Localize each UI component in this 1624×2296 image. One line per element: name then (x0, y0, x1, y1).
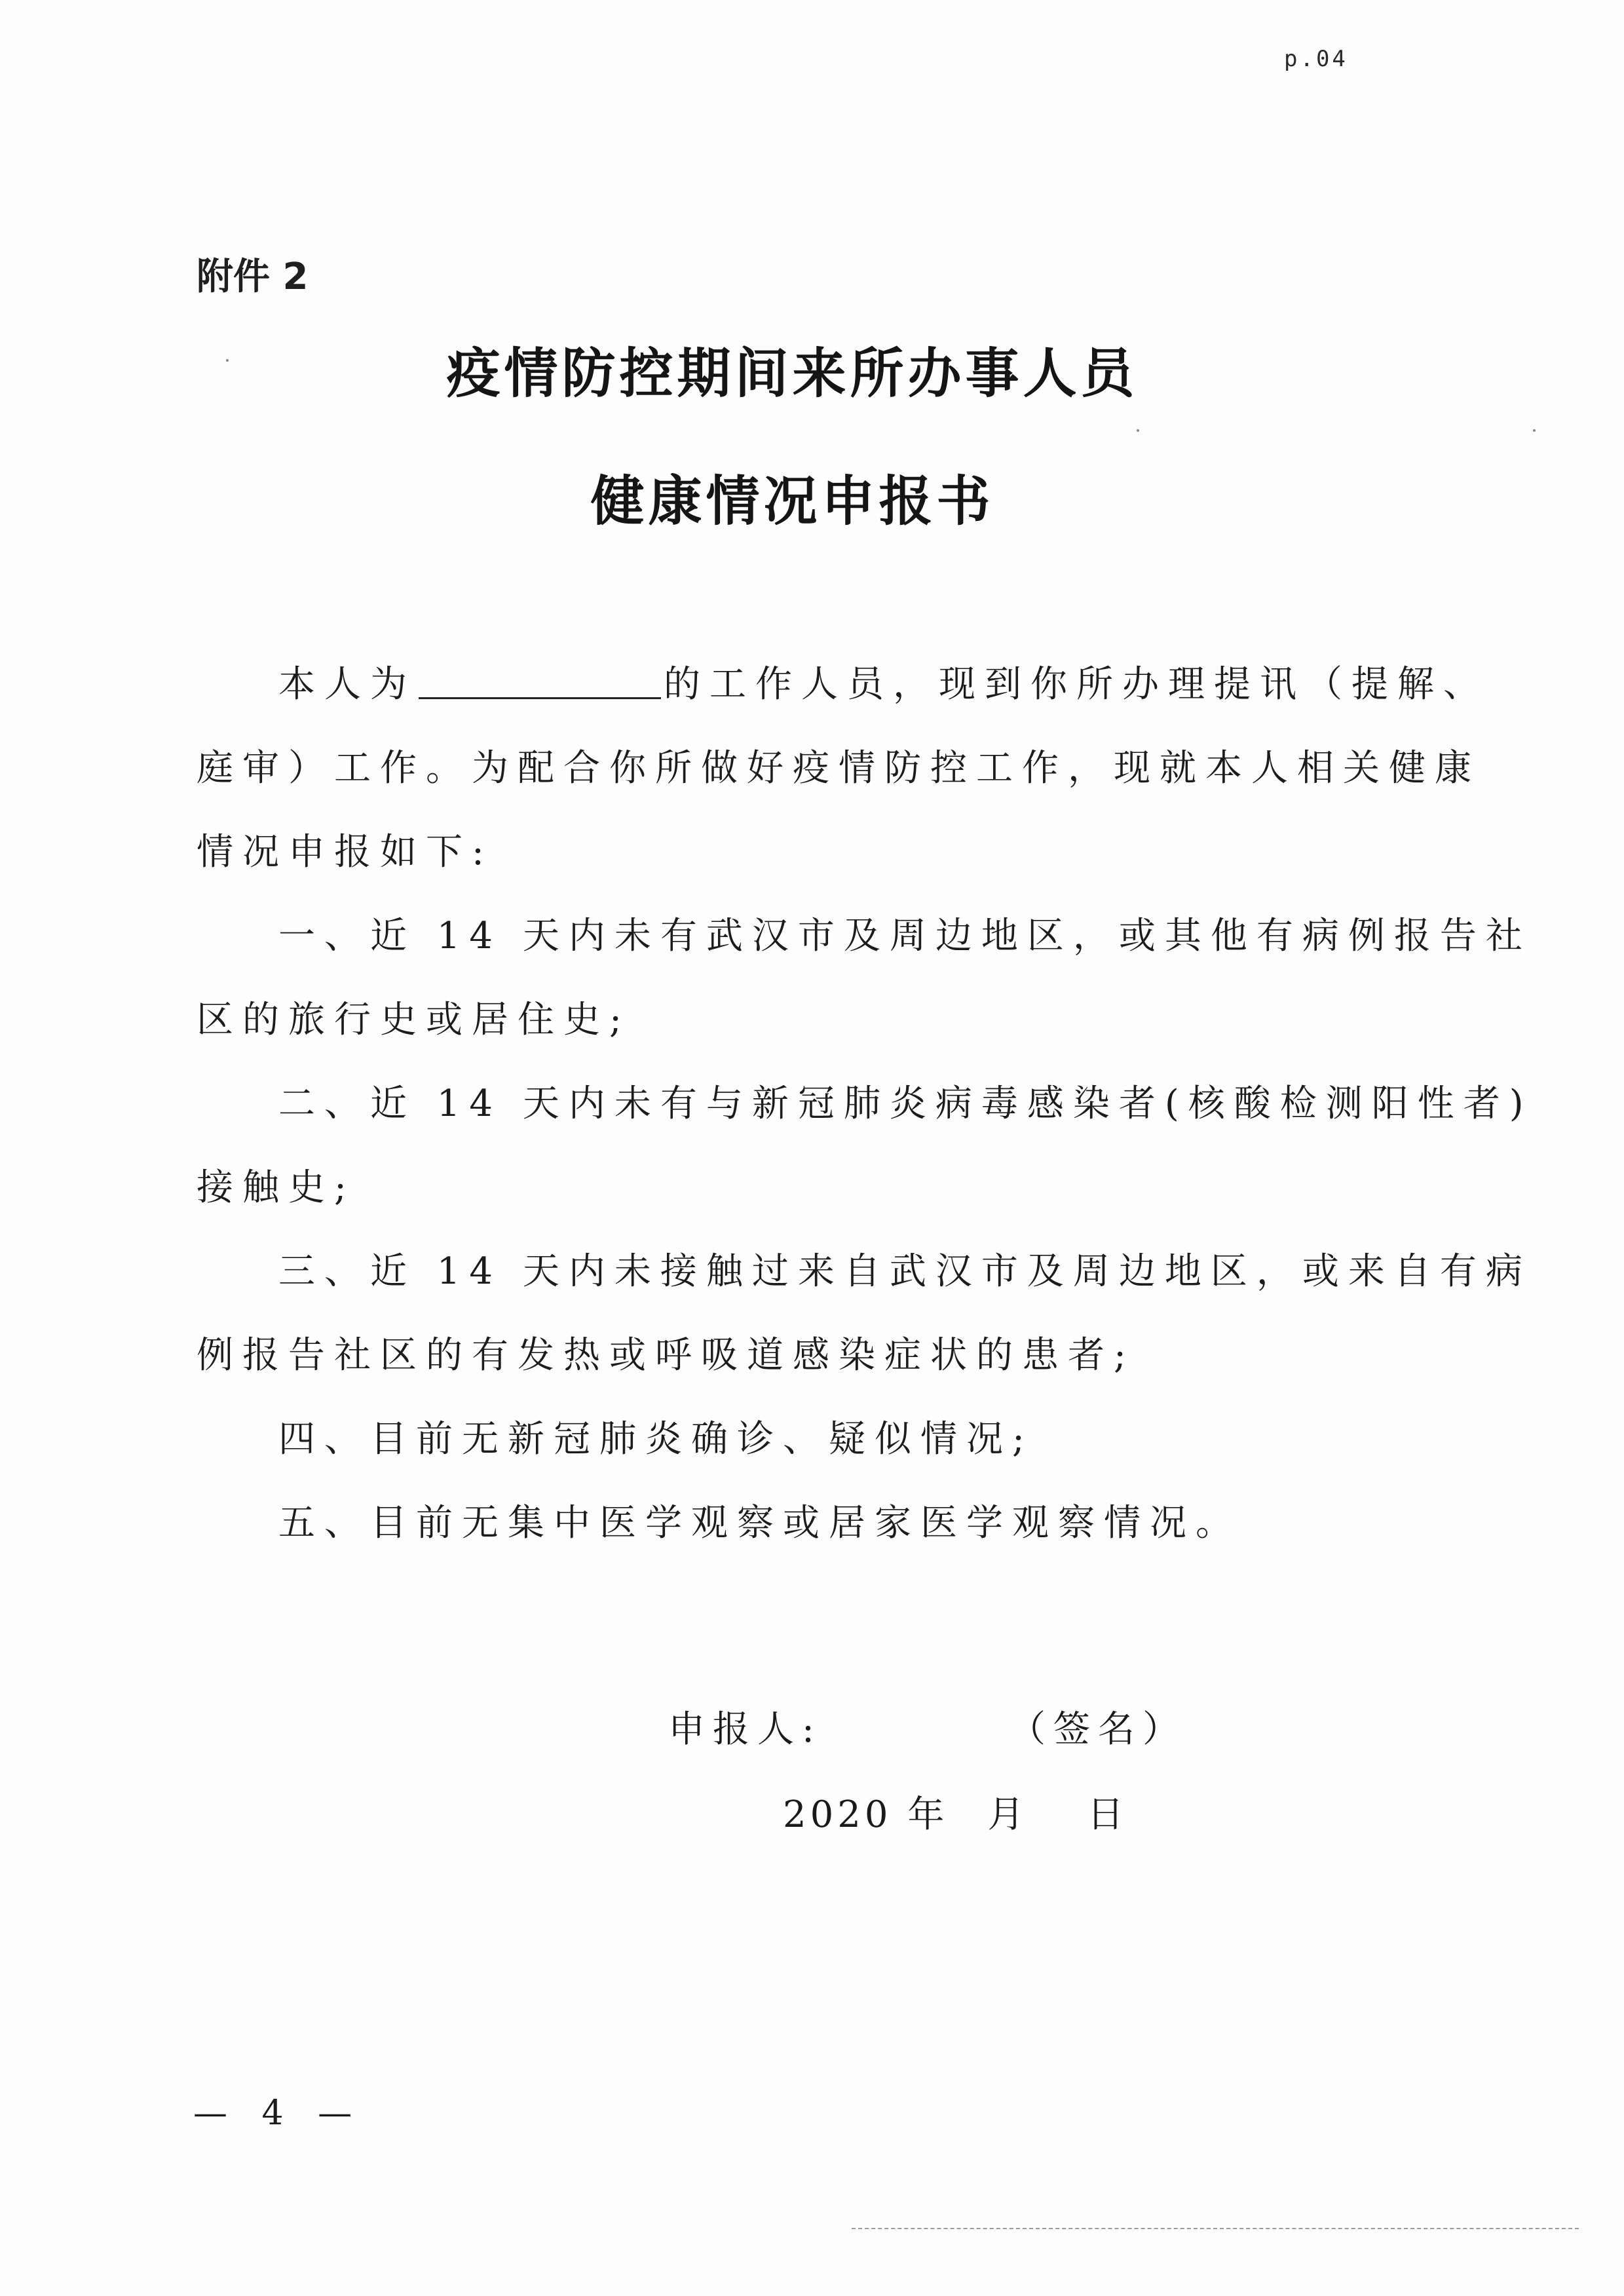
employer-blank-field[interactable] (419, 664, 661, 699)
intro-suffix: 的工作人员，现到你所办理提讯（提解、 (664, 663, 1489, 706)
scan-speck (226, 359, 229, 362)
date-year: 2020 年 (783, 1793, 949, 1836)
signer-label: 申报人: (668, 1708, 822, 1751)
item-2-line-1: 二、近 14 天内未有与新冠肺炎病毒感染者(核酸检测阳性者) (278, 1082, 1533, 1125)
intro-prefix: 本人为 (278, 663, 416, 706)
document-title-line-1: 疫情防控期间来所办事人员 (446, 343, 1139, 405)
page-number: — 4 — (193, 2094, 364, 2133)
intro-line-3: 情况申报如下: (197, 831, 493, 873)
date-line (783, 1786, 1127, 1838)
item-1-line-1: 一、近 14 天内未有武汉市及周边地区，或其他有病例报告社 (278, 915, 1532, 957)
item-1-line-2: 区的旅行史或居住史; (197, 999, 631, 1041)
attachment-label: 附件 2 (197, 256, 309, 298)
item-4: 四、目前无新冠肺炎确诊、疑似情况; (278, 1418, 1034, 1461)
date-month: 月 (987, 1793, 1029, 1836)
document-title-line-2: 健康情况申报书 (590, 470, 994, 533)
item-5: 五、目前无集中医学观察或居家医学观察情况。 (278, 1502, 1241, 1544)
scan-speck (1533, 429, 1536, 432)
item-3-line-1: 三、近 14 天内未接触过来自武汉市及周边地区，或来自有病 (278, 1250, 1532, 1293)
fax-page-number: p.04 (1284, 46, 1348, 72)
item-2-line-2: 接触史; (197, 1166, 356, 1209)
date-day: 日 (1087, 1793, 1128, 1836)
item-3-line-2: 例报告社区的有发热或呼吸道感染症状的患者; (197, 1334, 1135, 1377)
signature-line (668, 1700, 1187, 1753)
scan-artifact-line (852, 2228, 1579, 2229)
scan-speck (1137, 429, 1139, 432)
signature-hint: （签名） (1009, 1708, 1187, 1751)
intro-line-1 (278, 655, 1489, 708)
intro-line-2: 庭审）工作。为配合你所做好疫情防控工作，现就本人相关健康 (197, 747, 1481, 790)
